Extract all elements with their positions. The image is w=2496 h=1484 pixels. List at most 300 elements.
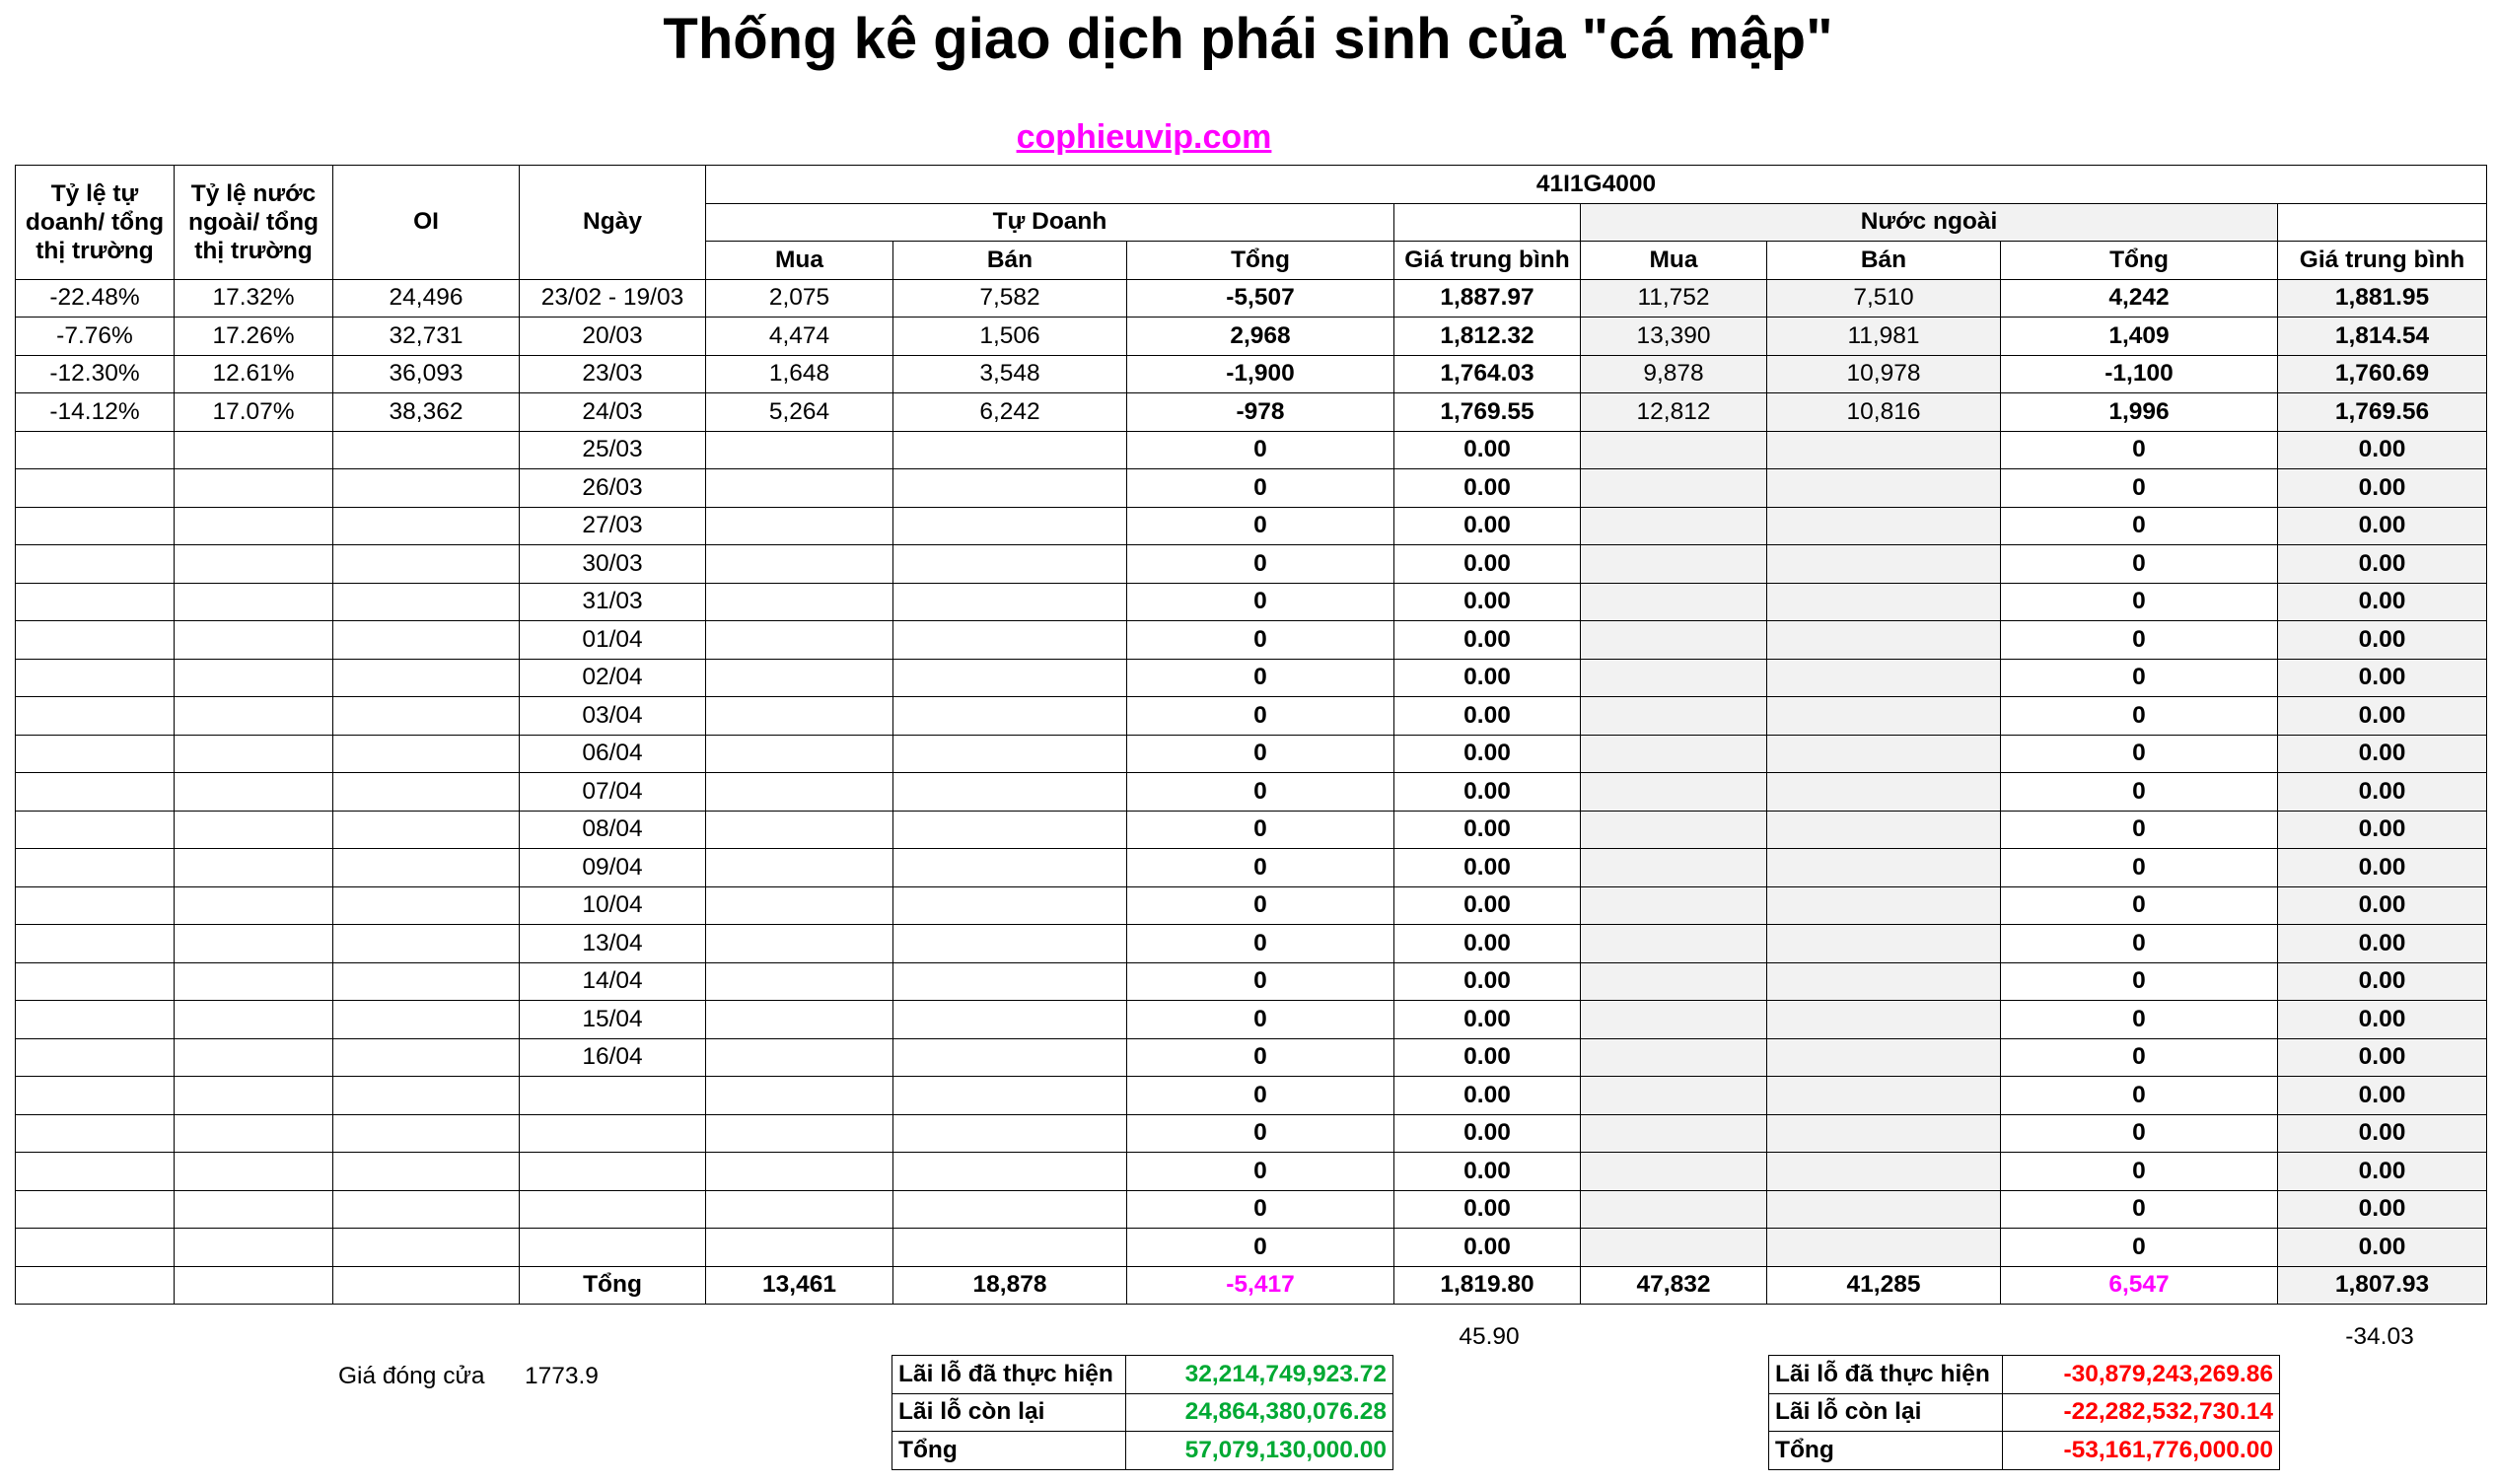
header-tu-doanh: Tự Doanh [706,203,1394,242]
pl-value: -30,879,243,269.86 [2003,1356,2280,1394]
total-empty [16,1266,175,1305]
cell-td-ban: 6,242 [893,393,1127,432]
cell-td-tong: 0 [1127,962,1394,1001]
cell-td-gia: 0.00 [1394,886,1581,925]
cell-td [16,849,175,887]
cell-td [16,621,175,660]
cell-td-gia: 0.00 [1394,659,1581,697]
cell-nn-gia: 0.00 [2278,697,2487,736]
pl-tu-doanh-table [891,1355,1393,1470]
cell-td [16,507,175,545]
cell-td-tong: 0 [1127,735,1394,773]
close-price-label: Giá đóng cửa [338,1363,485,1389]
cell-nn [175,659,333,697]
cell-nn [175,431,333,469]
cell-nn [175,697,333,736]
total-empty [175,1266,333,1305]
cell-nn-tong: 0 [2001,431,2278,469]
cell-td-ban [893,1077,1127,1115]
cell-nn-gia: 0.00 [2278,431,2487,469]
cell-nn-ban [1767,583,2001,621]
cell-nn-mua [1581,925,1767,963]
td-avg-diff: 45.90 [1459,1323,1520,1350]
cell-oi [333,1190,520,1229]
cell-td-ban [893,811,1127,849]
cell-nn-tong: 0 [2001,545,2278,584]
cell-ngay: 13/04 [520,925,706,963]
cell-nn-mua [1581,811,1767,849]
cell-td-ban [893,659,1127,697]
table-row [16,1190,2487,1229]
cell-nn-tong: 0 [2001,469,2278,508]
cell-nn-mua [1581,1153,1767,1191]
cell-td-ban [893,697,1127,736]
pl-row [1769,1432,2280,1470]
cell-ngay [520,1190,706,1229]
cell-td-mua [706,621,893,660]
total-label: Tổng [520,1266,706,1305]
cell-td-gia: 0.00 [1394,849,1581,887]
cell-td-mua [706,507,893,545]
cell-td-tong: 0 [1127,1114,1394,1153]
cell-td-tong: 0 [1127,925,1394,963]
cell-nn-gia: 0.00 [2278,1001,2487,1039]
pl-row [892,1432,1393,1470]
cell-td-tong: 0 [1127,469,1394,508]
total-td-tong: -5,417 [1127,1266,1394,1305]
cell-td-tong: 0 [1127,1190,1394,1229]
cell-ngay [520,1153,706,1191]
cell-td-tong: 0 [1127,621,1394,660]
table-row [16,431,2487,469]
cell-nn-ban [1767,1190,2001,1229]
cell-nn-tong: 0 [2001,1229,2278,1267]
cell-td-tong: 0 [1127,849,1394,887]
table-row [16,621,2487,660]
cell-nn-ban [1767,1077,2001,1115]
close-price-value: 1773.9 [525,1363,599,1389]
cell-nn-ban [1767,962,2001,1001]
cell-nn-mua [1581,773,1767,812]
cell-oi [333,849,520,887]
cell-nn-ban [1767,697,2001,736]
cell-nn [175,469,333,508]
cell-nn [175,925,333,963]
cell-oi [333,659,520,697]
cell-nn [175,849,333,887]
cell-td-gia: 0.00 [1394,431,1581,469]
cell-nn-tong: 0 [2001,1077,2278,1115]
cell-nn-mua [1581,583,1767,621]
table-row [16,1153,2487,1191]
cell-ngay: 27/03 [520,507,706,545]
cell-nn-tong: 0 [2001,1190,2278,1229]
cell-nn-mua: 9,878 [1581,355,1767,393]
cell-td [16,1001,175,1039]
cell-oi [333,621,520,660]
total-nn-ban: 41,285 [1767,1266,2001,1305]
cell-td-tong: 0 [1127,431,1394,469]
cell-ngay: 14/04 [520,962,706,1001]
cell-td-mua [706,735,893,773]
cell-td-mua [706,1038,893,1077]
cell-td-mua: 2,075 [706,279,893,318]
cell-td-gia: 0.00 [1394,1229,1581,1267]
cell-nn-gia: 0.00 [2278,1229,2487,1267]
cell-oi [333,925,520,963]
cell-nn-mua [1581,1038,1767,1077]
header-nn-tong: Tổng [2001,242,2278,280]
cell-td-ban [893,773,1127,812]
cell-oi: 24,496 [333,279,520,318]
cell-nn-gia: 0.00 [2278,1114,2487,1153]
table-row [16,507,2487,545]
cell-td-gia: 0.00 [1394,1114,1581,1153]
cell-nn-tong: 0 [2001,886,2278,925]
header-ty-le-nuoc-ngoai: Tỷ lệ nước ngoài/ tổng thị trường [175,166,333,280]
cell-td-mua [706,1229,893,1267]
cell-oi [333,1229,520,1267]
cell-nn: 17.32% [175,279,333,318]
cell-nn-mua [1581,621,1767,660]
cell-nn [175,583,333,621]
table-row [16,583,2487,621]
cell-nn-tong: 0 [2001,962,2278,1001]
cell-ngay: 23/03 [520,355,706,393]
page-title: Thống kê giao dịch phái sinh của "cá mập" [663,7,1833,71]
cell-td [16,1077,175,1115]
cell-ngay: 26/03 [520,469,706,508]
table-row [16,393,2487,432]
cell-nn-mua [1581,431,1767,469]
cell-nn-tong: 0 [2001,583,2278,621]
cell-nn-tong: 1,409 [2001,318,2278,356]
total-td-ban: 18,878 [893,1266,1127,1305]
table-row [16,925,2487,963]
table-row [16,659,2487,697]
cell-td [16,925,175,963]
cell-td-ban [893,1001,1127,1039]
cell-nn-tong: 1,996 [2001,393,2278,432]
cell-td-tong: -1,900 [1127,355,1394,393]
header-nn-gia: Giá trung bình [2278,242,2487,280]
cell-nn-mua [1581,545,1767,584]
cell-nn-gia: 0.00 [2278,1190,2487,1229]
header-contract: 41I1G4000 [706,166,2487,204]
cell-nn-gia: 1,760.69 [2278,355,2487,393]
cell-td-gia: 0.00 [1394,1190,1581,1229]
cell-oi [333,1001,520,1039]
cell-nn-ban [1767,1229,2001,1267]
cell-nn-gia: 1,814.54 [2278,318,2487,356]
cell-oi [333,697,520,736]
cell-td-mua: 4,474 [706,318,893,356]
cell-td-mua [706,1001,893,1039]
cell-nn-gia: 0.00 [2278,735,2487,773]
cell-td-gia: 1,764.03 [1394,355,1581,393]
cell-td-tong: 0 [1127,1153,1394,1191]
total-nn-gia: 1,807.93 [2278,1266,2487,1305]
cell-nn-gia: 1,881.95 [2278,279,2487,318]
cell-ngay: 30/03 [520,545,706,584]
cell-nn-ban [1767,735,2001,773]
cell-nn-mua [1581,849,1767,887]
cell-td-mua [706,1077,893,1115]
cell-td: -14.12% [16,393,175,432]
cell-nn-gia: 0.00 [2278,545,2487,584]
cell-td [16,469,175,508]
table-row [16,1001,2487,1039]
cell-td-tong: 0 [1127,659,1394,697]
pl-row [1769,1393,2280,1432]
cell-ngay [520,1077,706,1115]
cell-td-tong: 0 [1127,1001,1394,1039]
cell-td-gia: 0.00 [1394,925,1581,963]
cell-td-mua [706,773,893,812]
cell-oi: 38,362 [333,393,520,432]
cell-nn-tong: 4,242 [2001,279,2278,318]
cell-nn-tong: 0 [2001,621,2278,660]
cell-td-gia: 0.00 [1394,697,1581,736]
pl-row [892,1356,1393,1394]
cell-td-mua [706,849,893,887]
site-link[interactable]: cophieuvip.com [1016,118,1272,156]
cell-nn-mua: 12,812 [1581,393,1767,432]
cell-nn [175,507,333,545]
total-empty [333,1266,520,1305]
cell-nn-gia: 0.00 [2278,886,2487,925]
cell-td-mua [706,659,893,697]
table-row [16,735,2487,773]
cell-td-gia: 0.00 [1394,1077,1581,1115]
pl-label: Tổng [1769,1432,2003,1470]
cell-nn: 17.07% [175,393,333,432]
cell-td-mua [706,697,893,736]
cell-td-ban [893,1153,1127,1191]
cell-nn-ban [1767,1001,2001,1039]
cell-td: -22.48% [16,279,175,318]
cell-nn-gia: 0.00 [2278,469,2487,508]
cell-nn-mua [1581,1114,1767,1153]
cell-nn-gia: 0.00 [2278,849,2487,887]
cell-nn-mua [1581,735,1767,773]
cell-oi [333,773,520,812]
cell-oi [333,507,520,545]
cell-td-mua: 1,648 [706,355,893,393]
cell-td-ban [893,962,1127,1001]
cell-ngay: 16/04 [520,1038,706,1077]
cell-nn-tong: 0 [2001,1114,2278,1153]
cell-nn-tong: 0 [2001,697,2278,736]
cell-td-mua [706,583,893,621]
cell-ngay: 24/03 [520,393,706,432]
cell-ngay: 03/04 [520,697,706,736]
cell-td-ban [893,545,1127,584]
cell-nn-ban [1767,659,2001,697]
cell-td [16,1229,175,1267]
pl-label: Lãi lỗ còn lại [1769,1393,2003,1432]
cell-nn-ban [1767,469,2001,508]
cell-ngay [520,1114,706,1153]
total-td-gia: 1,819.80 [1394,1266,1581,1305]
cell-td-mua [706,886,893,925]
cell-td-tong: 0 [1127,697,1394,736]
cell-oi [333,1153,520,1191]
cell-td-tong: 0 [1127,773,1394,812]
cell-nn-gia: 0.00 [2278,507,2487,545]
cell-td [16,735,175,773]
cell-nn-ban: 7,510 [1767,279,2001,318]
derivatives-table [15,165,2487,1305]
cell-ngay: 07/04 [520,773,706,812]
cell-td-mua [706,1153,893,1191]
cell-td-ban [893,583,1127,621]
cell-td-gia: 0.00 [1394,1001,1581,1039]
cell-td-mua [706,1190,893,1229]
cell-nn [175,962,333,1001]
table-row [16,1114,2487,1153]
cell-td [16,886,175,925]
table-row [16,1077,2487,1115]
table-row [16,279,2487,318]
cell-nn-tong: 0 [2001,735,2278,773]
cell-td-tong: 0 [1127,1229,1394,1267]
cell-td [16,659,175,697]
cell-oi: 36,093 [333,355,520,393]
cell-nn-gia: 0.00 [2278,773,2487,812]
header-ty-le-tu-doanh: Tỷ lệ tự doanh/ tổng thị trường [16,166,175,280]
cell-td-mua [706,811,893,849]
cell-nn-tong: 0 [2001,1001,2278,1039]
cell-nn-gia: 0.00 [2278,621,2487,660]
cell-ngay: 31/03 [520,583,706,621]
cell-nn-ban [1767,507,2001,545]
cell-td-ban [893,849,1127,887]
header-td-gia: Giá trung bình [1394,242,1581,280]
cell-td-ban [893,1229,1127,1267]
cell-td-ban [893,1038,1127,1077]
header-ngay: Ngày [520,166,706,280]
total-nn-mua: 47,832 [1581,1266,1767,1305]
cell-nn-ban [1767,849,2001,887]
cell-td-mua: 5,264 [706,393,893,432]
table-row [16,962,2487,1001]
cell-td [16,773,175,812]
pl-label: Lãi lỗ còn lại [892,1393,1126,1432]
cell-td-mua [706,925,893,963]
cell-nn-tong: 0 [2001,811,2278,849]
cell-td-gia: 0.00 [1394,811,1581,849]
cell-td: -12.30% [16,355,175,393]
cell-td-tong: -5,507 [1127,279,1394,318]
cell-td-tong: 0 [1127,545,1394,584]
cell-nn-mua: 11,752 [1581,279,1767,318]
cell-td-gia: 0.00 [1394,1153,1581,1191]
cell-nn-mua [1581,1077,1767,1115]
cell-nn-mua [1581,1001,1767,1039]
cell-td-ban [893,1190,1127,1229]
table-row [16,886,2487,925]
cell-oi [333,962,520,1001]
table-row [16,811,2487,849]
cell-nn-tong: 0 [2001,1038,2278,1077]
cell-nn [175,1114,333,1153]
header-empty [2278,203,2487,242]
cell-nn-ban [1767,431,2001,469]
total-td-mua: 13,461 [706,1266,893,1305]
cell-nn-tong: 0 [2001,773,2278,812]
cell-nn-ban: 10,978 [1767,355,2001,393]
table-row [16,355,2487,393]
table-row [16,773,2487,812]
cell-nn-ban: 10,816 [1767,393,2001,432]
cell-td-gia: 0.00 [1394,545,1581,584]
cell-oi [333,811,520,849]
cell-td-tong: 0 [1127,507,1394,545]
cell-nn-ban [1767,811,2001,849]
cell-ngay: 23/02 - 19/03 [520,279,706,318]
cell-nn [175,886,333,925]
cell-nn-mua [1581,659,1767,697]
cell-td [16,1114,175,1153]
cell-nn-ban [1767,925,2001,963]
cell-ngay: 09/04 [520,849,706,887]
cell-td [16,545,175,584]
table-row [16,1229,2487,1267]
cell-nn-mua [1581,507,1767,545]
pl-label: Lãi lỗ đã thực hiện [892,1356,1126,1394]
cell-td-gia: 0.00 [1394,1038,1581,1077]
cell-td-tong: 0 [1127,1077,1394,1115]
table-row [16,469,2487,508]
cell-nn-tong: 0 [2001,1153,2278,1191]
pl-value: -53,161,776,000.00 [2003,1432,2280,1470]
cell-nn-ban [1767,545,2001,584]
cell-oi [333,886,520,925]
cell-td-mua [706,545,893,584]
cell-nn-tong: 0 [2001,925,2278,963]
cell-nn [175,811,333,849]
cell-nn-gia: 0.00 [2278,1153,2487,1191]
cell-td-tong: -978 [1127,393,1394,432]
cell-td-ban [893,469,1127,508]
cell-ngay: 15/04 [520,1001,706,1039]
nn-avg-diff: -34.03 [2345,1323,2414,1350]
cell-nn-gia: 0.00 [2278,962,2487,1001]
cell-nn-mua [1581,469,1767,508]
cell-td-ban [893,735,1127,773]
cell-td-mua [706,962,893,1001]
header-nn-mua: Mua [1581,242,1767,280]
table-row [16,849,2487,887]
pl-row [1769,1356,2280,1394]
cell-nn-mua [1581,1229,1767,1267]
cell-td-gia: 0.00 [1394,469,1581,508]
cell-nn-mua [1581,962,1767,1001]
cell-nn [175,1153,333,1191]
cell-td-tong: 0 [1127,886,1394,925]
cell-nn-gia: 0.00 [2278,659,2487,697]
cell-td-ban [893,925,1127,963]
cell-ngay: 10/04 [520,886,706,925]
header-nn-ban: Bán [1767,242,2001,280]
cell-td-tong: 0 [1127,1038,1394,1077]
cell-td-gia: 0.00 [1394,507,1581,545]
cell-nn [175,1190,333,1229]
cell-nn-ban [1767,1038,2001,1077]
cell-td-ban [893,431,1127,469]
cell-td-gia: 0.00 [1394,735,1581,773]
